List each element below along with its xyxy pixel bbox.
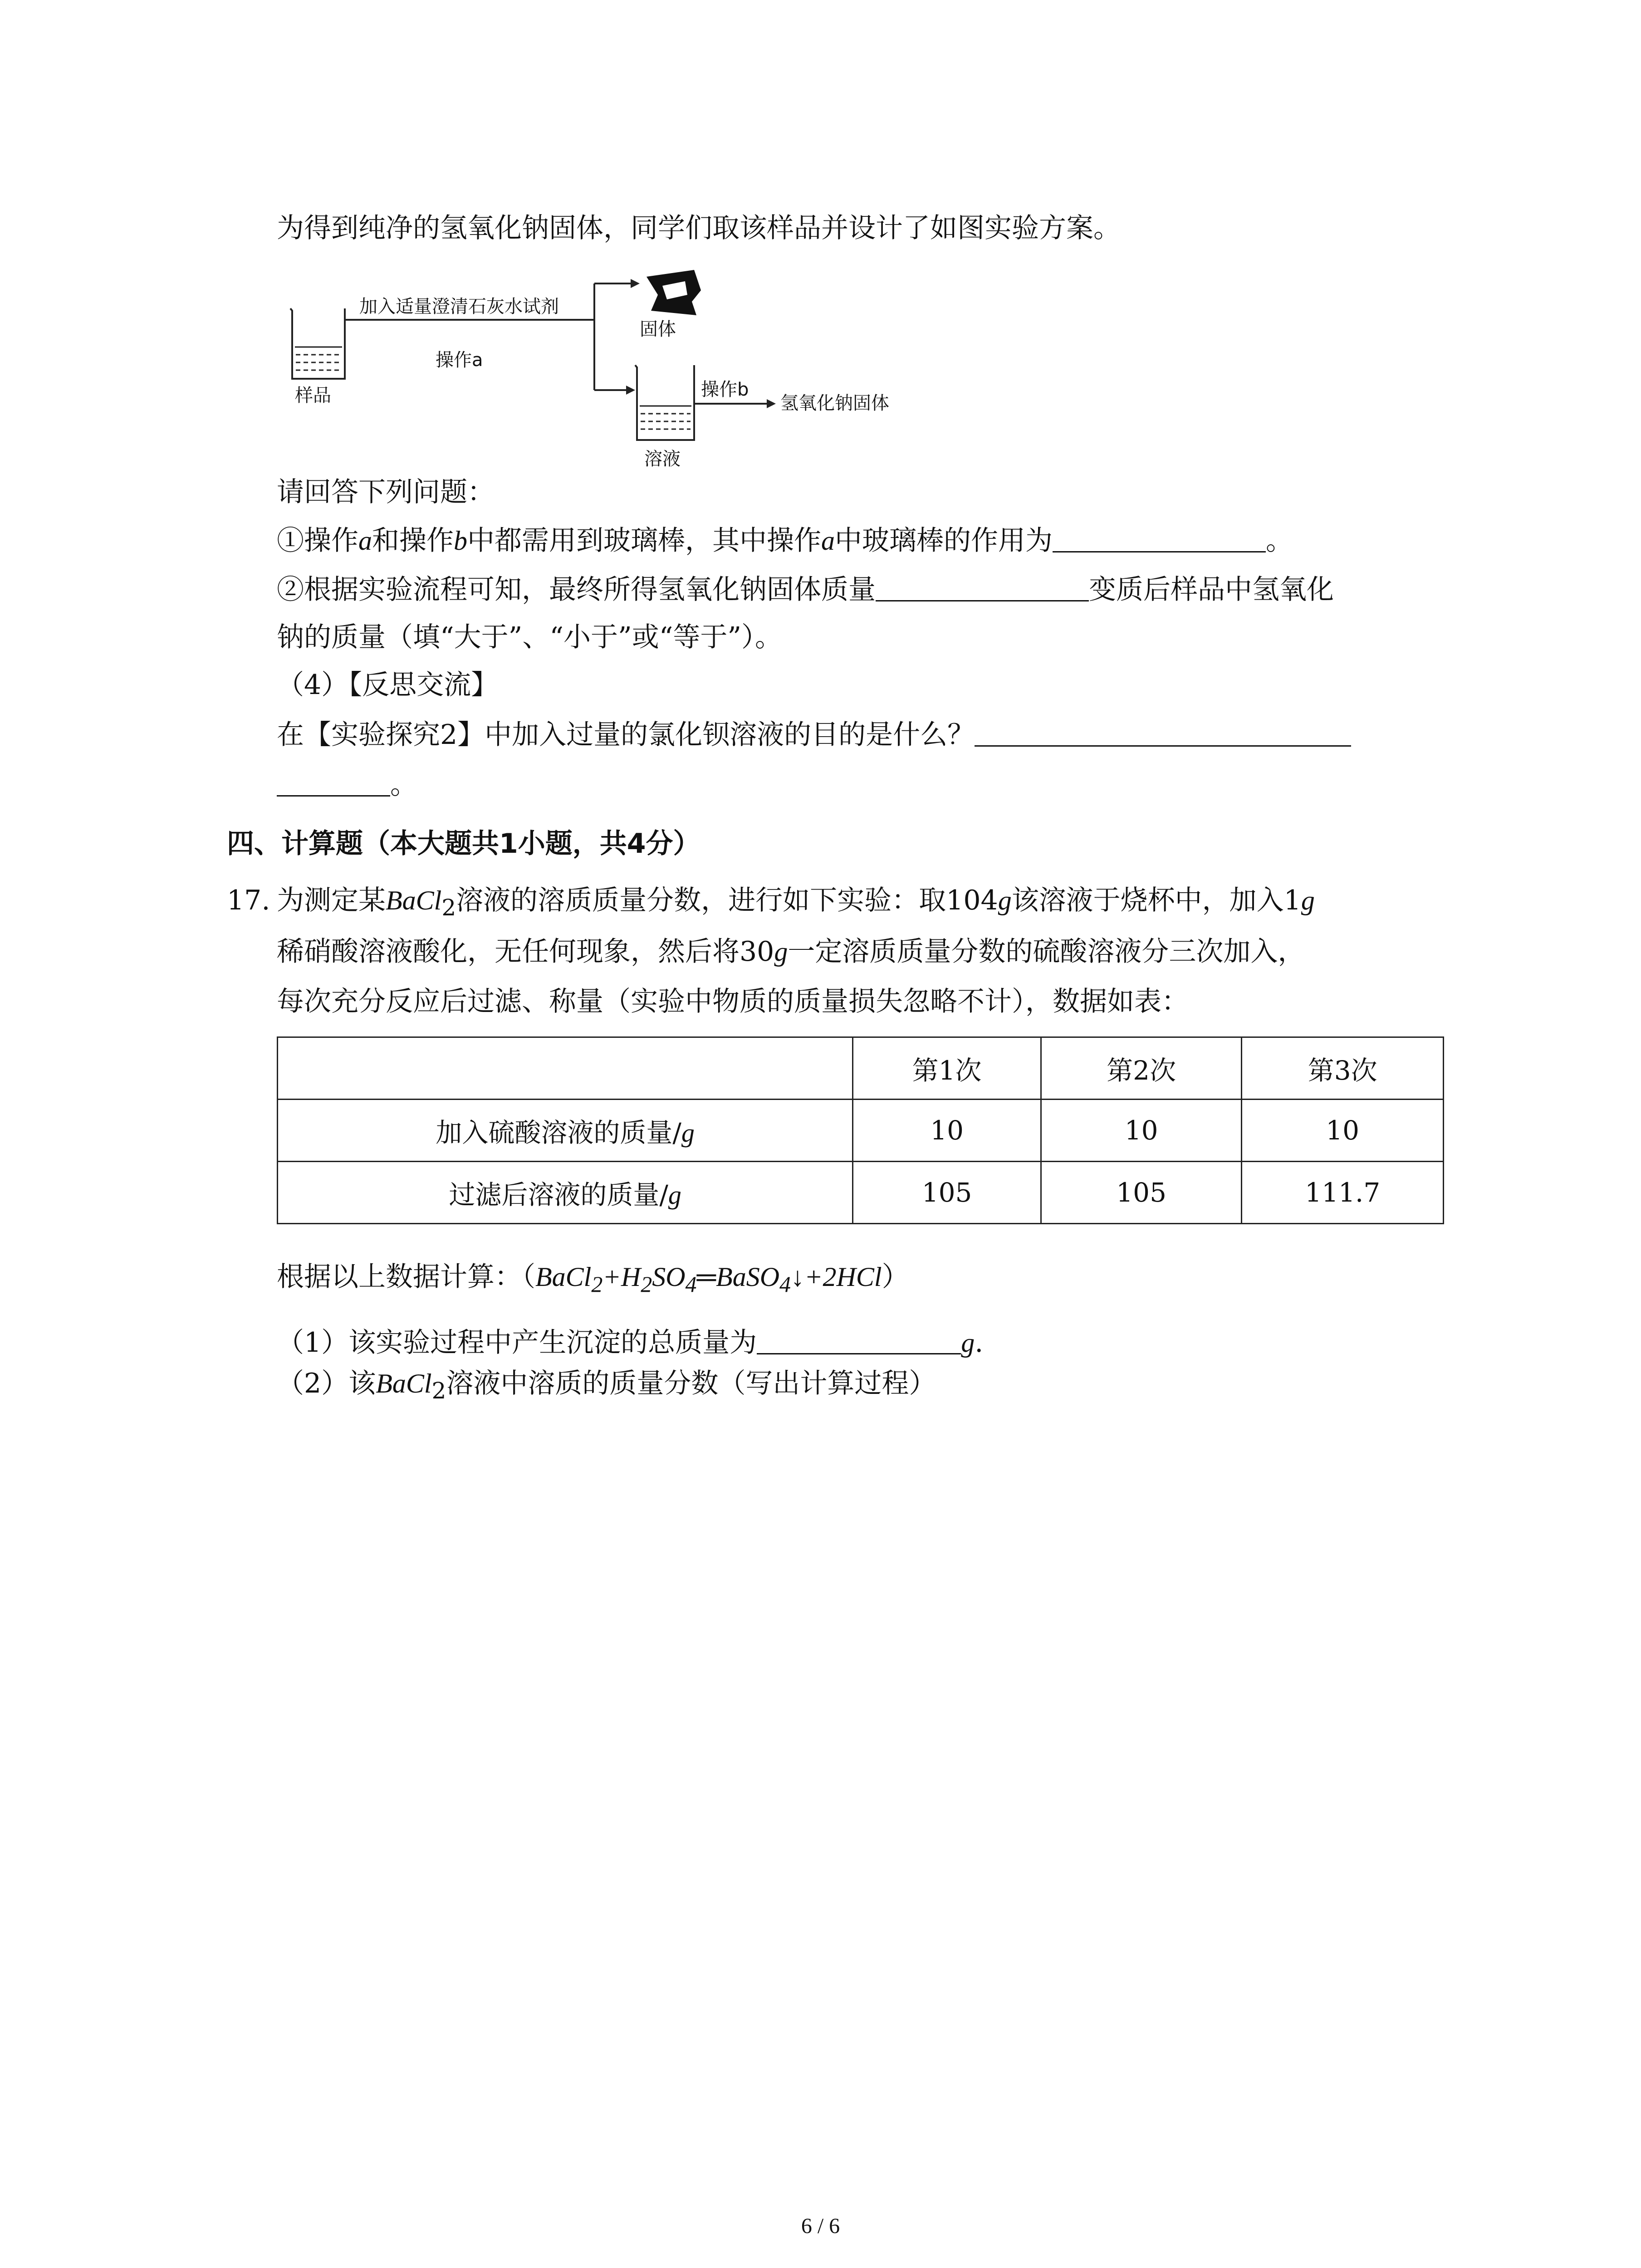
table-header-cell — [278, 1037, 853, 1100]
answer-blank-1[interactable] — [1053, 524, 1266, 552]
intro-text: 为得到纯净的氢氧化钠固体，同学们取该样品并设计了如图实验方案。 — [277, 212, 1121, 244]
table-header-cell: 第2次 — [1041, 1037, 1242, 1100]
table-row-label: 过滤后溶液的质量/g — [278, 1162, 853, 1224]
sub-question-1: （1）该实验过程中产生沉淀的总质量为 g. — [277, 1327, 984, 1359]
sample-beaker-icon — [290, 308, 345, 379]
sample-label: 样品 — [295, 385, 331, 406]
table-cell: 10 — [1041, 1100, 1242, 1162]
question-2-line-2: 钠的质量（填“大于”、“小于”或“等于”）。 — [277, 621, 783, 653]
experiment-diagram — [277, 268, 912, 481]
chemical-equation: $BaCl_2+H_2SO_4═BaSO_4↓+2HCl$ — [535, 1262, 882, 1297]
solution-label: 溶液 — [644, 449, 681, 469]
table-cell: 105 — [1041, 1162, 1242, 1224]
table-header-cell: 第1次 — [853, 1037, 1041, 1100]
part-4-label: （4）【反思交流】 — [277, 669, 499, 701]
part-4-question: 在【实验探究2】中加入过量的氯化钡溶液的目的是什么？ — [277, 717, 1351, 753]
sub-question-2: （2）该BaCl$_2$溶液中溶质的质量分数（写出计算过程） — [277, 1368, 936, 1404]
answer-blank-3[interactable] — [975, 718, 1351, 747]
questions-prompt: 请回答下列问题： — [277, 476, 495, 508]
part-4-answer-cont: 。 — [277, 767, 417, 803]
table-cell: 10 — [1242, 1100, 1444, 1162]
table-row — [278, 1162, 1444, 1224]
question-2-line-1: ②根据实验流程可知，最终所得氢氧化钠固体质量 变质后样品中氢氧化 — [277, 574, 1334, 606]
page-number: 6 / 6 — [801, 2214, 840, 2238]
question-1: ①操作a和操作b中都需用到玻璃棒，其中操作a中玻璃棒的作用为 。 — [277, 525, 1293, 557]
reagent-label: 加入适量澄清石灰水试剂 — [359, 296, 559, 317]
calc-prompt: 根据以上数据计算：$(BaCl_2+H_2SO_4═BaSO_4↓+2HCl)$ — [277, 1261, 909, 1297]
operation-b-label: 操作b — [701, 379, 749, 400]
data-table — [277, 1036, 1444, 1224]
solution-beaker-icon — [635, 365, 694, 440]
product-label: 氢氧化钠固体 — [780, 393, 889, 414]
problem-17-number: 17. — [227, 885, 270, 916]
problem-17-line-3: 每次充分反应后过滤、称量（实验中物质的质量损失忽略不计），数据如表： — [277, 986, 1189, 1017]
problem-17-line-2: 稀硝酸溶液酸化，无任何现象，然后将30g一定溶质质量分数的硫酸溶液分三次加入， — [277, 936, 1305, 968]
operation-a-label: 操作a — [436, 350, 483, 371]
answer-blank-4[interactable] — [757, 1326, 961, 1354]
table-row — [278, 1100, 1444, 1162]
table-cell: 10 — [853, 1100, 1041, 1162]
table-cell: 105 — [853, 1162, 1041, 1224]
problem-17-line-1: 为测定某BaCl$_2$溶液的溶质质量分数，进行如下实验：取104g该溶液于烧杯中，加入1g — [277, 885, 1315, 921]
table-cell: 111.7 — [1242, 1162, 1444, 1224]
solid-icon — [647, 270, 701, 315]
answer-blank-2[interactable] — [876, 573, 1089, 601]
solid-label: 固体 — [640, 319, 676, 340]
table-header-row — [278, 1037, 1444, 1100]
table-row-label: 加入硫酸溶液的质量/g — [278, 1100, 853, 1162]
answer-blank-3-cont[interactable] — [277, 768, 390, 797]
section-4-heading: 四、计算题（本大题共1小题，共4分） — [227, 828, 700, 860]
table-header-cell: 第3次 — [1242, 1037, 1444, 1100]
